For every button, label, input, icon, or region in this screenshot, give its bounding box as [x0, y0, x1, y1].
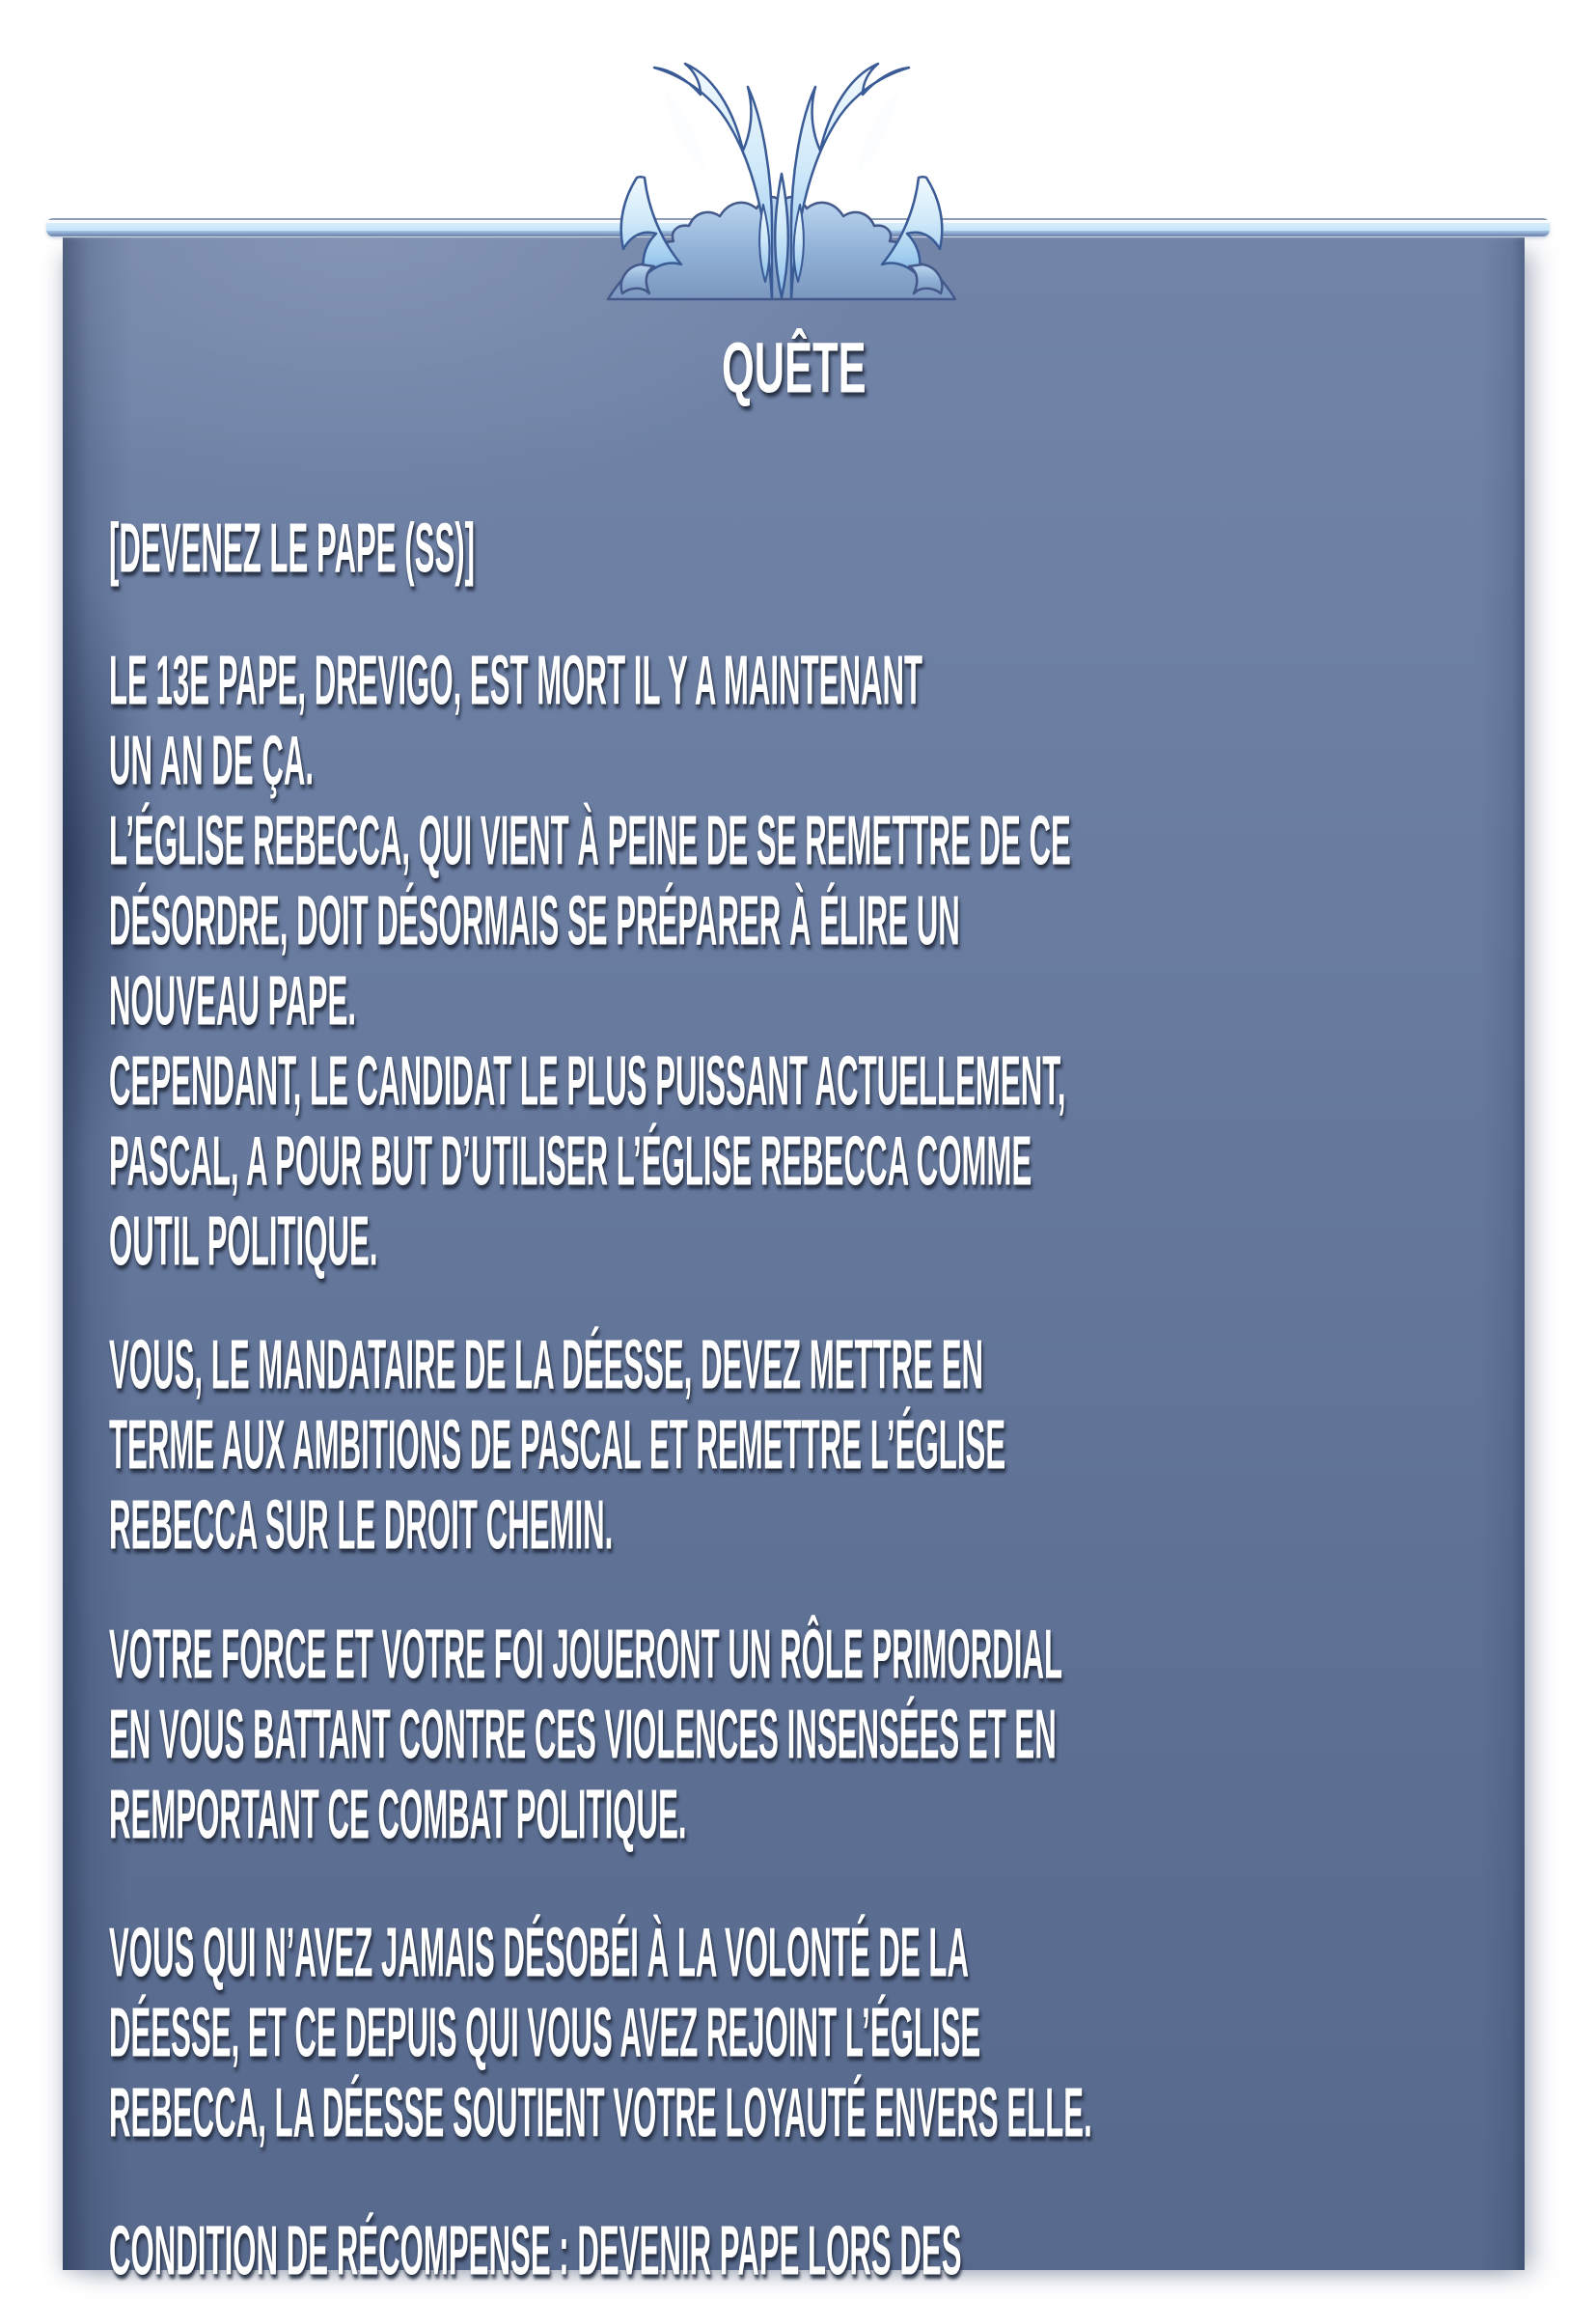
quest-text-line: NOUVEAU PAPE.: [109, 961, 357, 1039]
quest-text-line: REBECCA SUR LE DROIT CHEMIN.: [109, 1485, 614, 1564]
quest-text-line: EN VOUS BATTANT CONTRE CES VIOLENCES INSENSÉES ET EN: [109, 1695, 1057, 1773]
quest-text-line: PASCAL, A POUR BUT D’UTILISER L’ÉGLISE REBECCA COMME: [109, 1122, 1032, 1200]
quest-text-line: CONDITION DE RÉCOMPENSE : DEVENIR PAPE LORS DES: [109, 2211, 962, 2289]
quest-title: QUÊTE: [721, 328, 867, 409]
quest-text-line: OUTIL POLITIQUE.: [109, 1202, 378, 1280]
quest-text-line: DÉESSE, ET CE DEPUIS QUI VOUS AVEZ REJOINT L’ÉGLISE: [109, 1993, 981, 2071]
quest-paragraph: [109, 1904, 1525, 2151]
quest-text-line: VOUS, LE MANDATAIRE DE LA DÉESSE, DEVEZ METTRE EN: [109, 1325, 984, 1403]
wing-ornament-icon: [540, 62, 1023, 301]
quest-text-line: UN AN DE ÇA.: [109, 721, 315, 799]
quest-text-line: TERME AUX AMBITIONS DE PASCAL ET REMETTRE L’ÉGLISE: [109, 1405, 1006, 1483]
quest-paragraph: [109, 1606, 1525, 1853]
quest-text-line: VOUS QUI N’AVEZ JAMAIS DÉSOBÉI À LA VOLONTÉ DE LA: [109, 1913, 970, 1991]
quest-name: [DEVENEZ LE PAPE (SS)]: [109, 509, 476, 587]
quest-window-content: [63, 320, 1525, 2289]
quest-title-row: [63, 320, 1525, 409]
quest-text-line: REMPORTANT CE COMBAT POLITIQUE.: [109, 1775, 687, 1853]
quest-paragraph: [109, 632, 1525, 1280]
quest-text-line: LE 13E PAPE, DREVIGO, EST MORT IL Y A MAINTENANT: [109, 641, 923, 719]
quest-text-line: L’ÉGLISE REBECCA, QUI VIENT À PEINE DE SE REMETTRE DE CE: [109, 801, 1071, 879]
quest-text-line: VOTRE FORCE ET VOTRE FOI JOUERONT UN RÔLE PRIMORDIAL: [109, 1615, 1063, 1693]
quest-paragraph: [109, 1316, 1525, 1564]
quest-window: [63, 237, 1525, 2289]
quest-paragraph-reward-condition: [109, 2202, 1525, 2289]
quest-text-line: DÉSORDRE, DOIT DÉSORMAIS SE PRÉPARER À ÉLIRE UN: [109, 881, 960, 959]
quest-text-line: CEPENDANT, LE CANDIDAT LE PLUS PUISSANT ACTUELLEMENT,: [109, 1041, 1066, 1120]
quest-text-line: REBECCA, LA DÉESSE SOUTIENT VOTRE LOYAUTÉ ENVERS ELLE.: [109, 2073, 1092, 2151]
